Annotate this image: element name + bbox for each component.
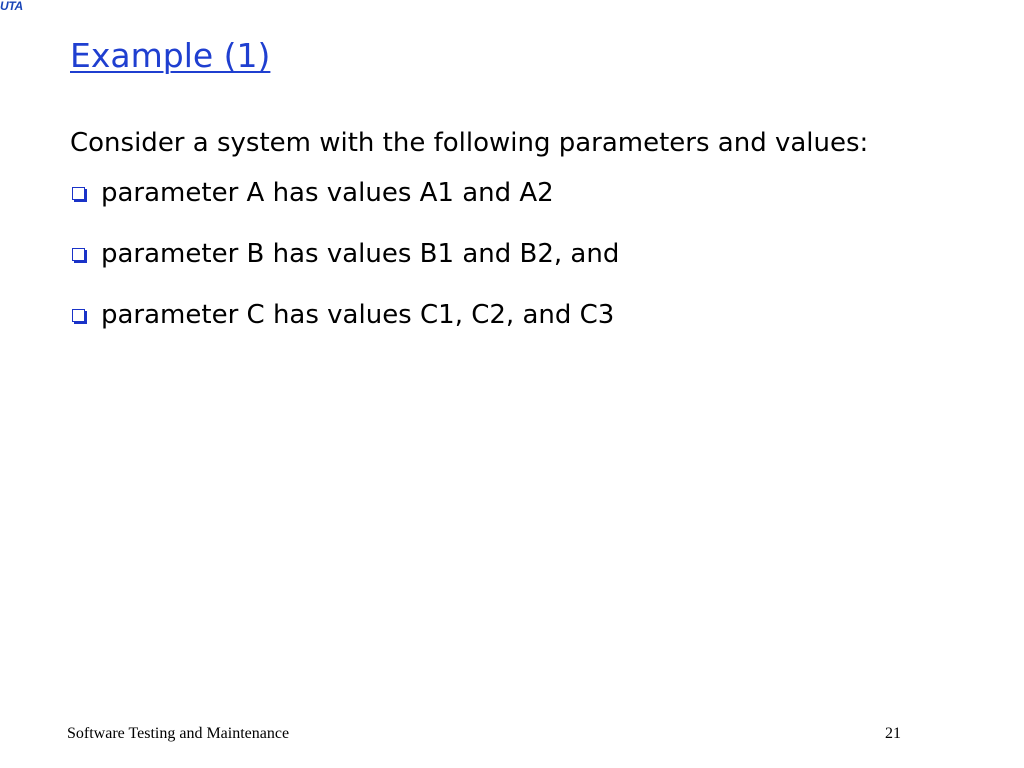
bullet-item (70, 235, 930, 273)
bullet-item (70, 296, 930, 334)
hollow-square-bullet-icon (72, 248, 85, 261)
slide-content (70, 124, 930, 357)
footer-course-title: Software Testing and Maintenance (67, 725, 290, 742)
hollow-square-bullet-icon (72, 187, 85, 200)
uta-logo: UTA (0, 0, 23, 13)
bullet-item (70, 174, 930, 212)
hollow-square-bullet-icon (72, 309, 85, 322)
intro-text: Consider a system with the following parameters and values: (70, 128, 869, 158)
bullet-text: parameter A has values A1 and A2 (101, 178, 554, 208)
slide-title: Example (1) (70, 36, 271, 75)
bullet-text: parameter B has values B1 and B2, and (101, 239, 620, 269)
bullet-list (70, 174, 930, 334)
bullet-text: parameter C has values C1, C2, and C3 (101, 300, 615, 330)
footer-page-number: 21 (885, 725, 901, 742)
